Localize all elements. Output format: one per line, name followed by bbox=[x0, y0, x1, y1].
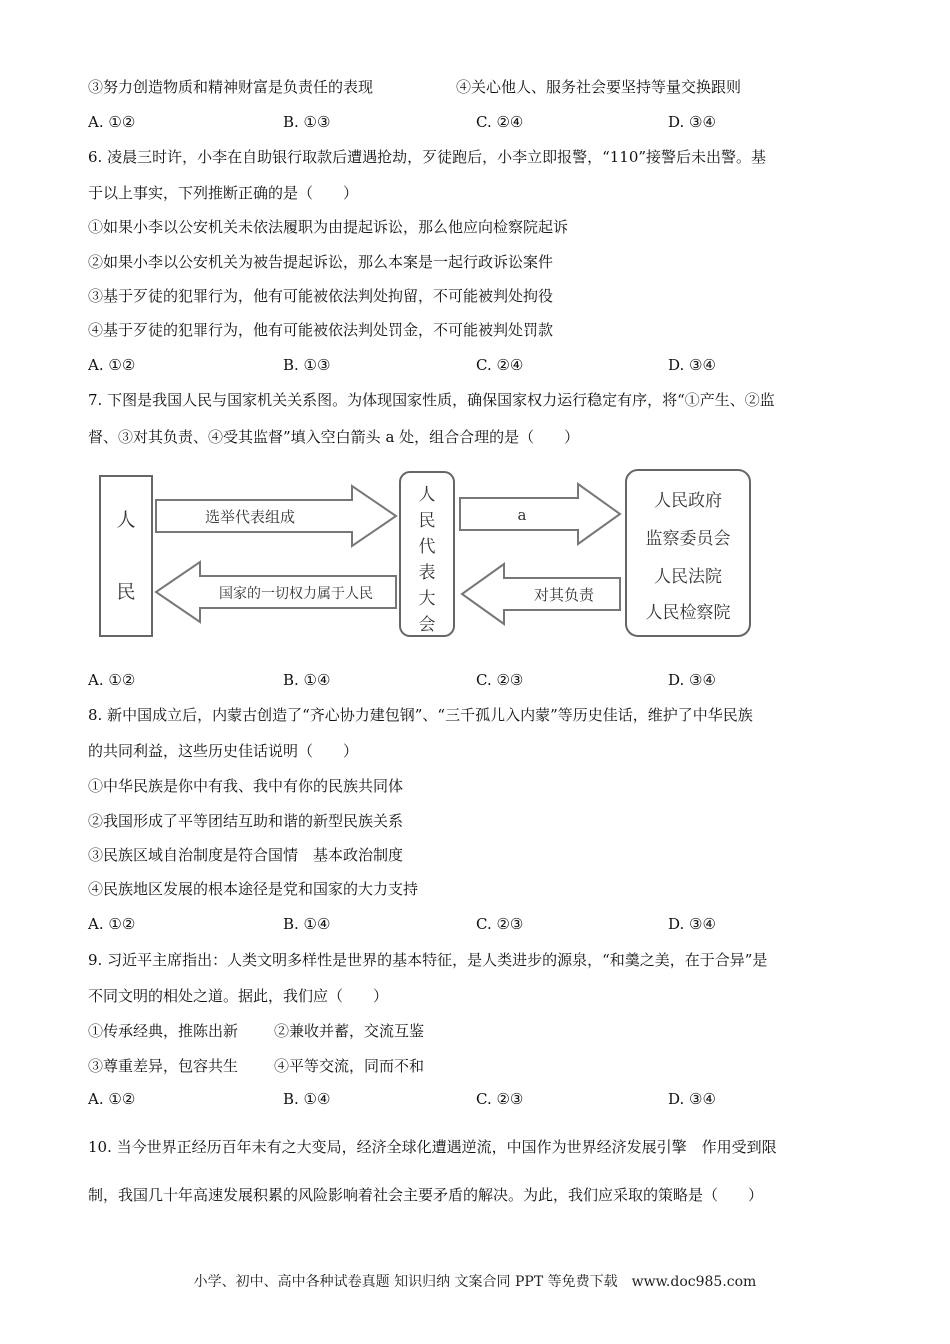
q9-items-row1 bbox=[88, 1020, 588, 1040]
option-c: C. ②④ bbox=[476, 113, 524, 131]
arrow-a-label: a bbox=[517, 506, 527, 524]
q8-stem-line2: 的共同利益，这些历史佳话说明（ ） bbox=[88, 742, 359, 760]
people-char-2: 民 bbox=[116, 581, 136, 603]
arrow-a-blank bbox=[460, 484, 620, 544]
option-b: B. ①④ bbox=[283, 671, 331, 689]
congress-char-1: 人 bbox=[418, 485, 436, 505]
q6-stem-line2: 于以上事实，下列推断正确的是（ ） bbox=[88, 184, 359, 202]
q9-item-3: ③尊重差异，包容共生 bbox=[88, 1057, 239, 1075]
q7-stem-line1: 7. 下图是我国人民与国家机关关系图。为体现国家性质，确保国家权力运行稳定有序，将“①产生、②监 bbox=[88, 391, 775, 409]
organ-supervision: 监察委员会 bbox=[645, 529, 731, 549]
q9-item-1: ①传承经典，推陈出新 bbox=[88, 1022, 239, 1040]
option-c: C. ②③ bbox=[476, 1090, 524, 1108]
q10-stem-line2: 制，我国几十年高速发展积累的风险影响着社会主要矛盾的解决。为此，我们应采取的策略是（ ） bbox=[88, 1186, 764, 1204]
q8-item-1: ①中华民族是你中有我、我中有你的民族共同体 bbox=[88, 777, 404, 795]
q10-stem-line1: 10. 当今世界正经历百年未有之大变局，经济全球化遭遇逆流，中国作为世界经济发展引擎 作用受到限 bbox=[88, 1138, 777, 1156]
q8-options bbox=[88, 915, 878, 935]
option-c: C. ②③ bbox=[476, 671, 524, 689]
q9-item-4: ④平等交流，同而不和 bbox=[274, 1057, 425, 1075]
congress-char-4: 表 bbox=[418, 563, 436, 583]
q6-item-4: ④基于歹徒的犯罪行为，他有可能被依法判处罚金，不可能被判处罚款 bbox=[88, 321, 554, 339]
q9-stem-line2: 不同文明的相处之道。据此，我们应（ ） bbox=[88, 987, 389, 1005]
q6-item-1: ①如果小李以公安机关未依法履职为由提起诉讼，那么他应向检察院起诉 bbox=[88, 218, 569, 236]
q8-item-3: ③民族区域自治制度是符合国情 基本政治制度 bbox=[88, 846, 404, 864]
congress-char-3: 代 bbox=[418, 537, 436, 557]
option-d: D. ③④ bbox=[668, 1090, 716, 1108]
arrow-power-label: 国家的一切权力属于人民 bbox=[219, 586, 373, 602]
option-d: D. ③④ bbox=[668, 915, 716, 933]
people-char-1: 人 bbox=[116, 509, 136, 531]
option-b: B. ①④ bbox=[283, 915, 331, 933]
option-c: C. ②③ bbox=[476, 915, 524, 933]
congress-char-6: 会 bbox=[418, 615, 436, 635]
q7-stem-line2: 督、③对其负责、④受其监督”填入空白箭头 a 处，组合合理的是（ ） bbox=[88, 428, 580, 446]
q6-options bbox=[88, 356, 878, 376]
option-a: A. ①② bbox=[88, 671, 136, 689]
q5-item-4: ④关心他人、服务社会要坚持等量交换跟则 bbox=[456, 78, 742, 96]
option-a: A. ①② bbox=[88, 1090, 136, 1108]
page-footer: 小学、初中、高中各种试卷真题 知识归纳 文案合同 PPT 等免费下载 www.doc985.com bbox=[193, 1274, 757, 1290]
arrow-responsible-label: 对其负责 bbox=[533, 586, 595, 604]
q8-item-2: ②我国形成了平等团结互助和谐的新型民族关系 bbox=[88, 812, 404, 830]
option-a: A. ①② bbox=[88, 356, 136, 374]
option-c: C. ②④ bbox=[476, 356, 524, 374]
q9-item-2: ②兼收并蓄，交流互鉴 bbox=[274, 1022, 425, 1040]
arrow-elect-label: 选举代表组成 bbox=[204, 508, 296, 526]
organ-court: 人民法院 bbox=[654, 567, 722, 587]
option-d: D. ③④ bbox=[668, 356, 716, 374]
q8-item-4: ④民族地区发展的根本途径是党和国家的大力支持 bbox=[88, 880, 419, 898]
q9-stem-line1: 9. 习近平主席指出：人类文明多样性是世界的基本特征，是人类进步的源泉，“和羹之美，在于合异”是 bbox=[88, 951, 768, 969]
organ-government: 人民政府 bbox=[654, 491, 722, 511]
q7-options bbox=[88, 671, 878, 691]
q9-options bbox=[88, 1090, 878, 1110]
q5-options bbox=[88, 113, 878, 133]
congress-char-2: 民 bbox=[418, 511, 436, 531]
q6-item-2: ②如果小李以公安机关为被告提起诉讼，那么本案是一起行政诉讼案件 bbox=[88, 253, 554, 271]
option-a: A. ①② bbox=[88, 113, 136, 131]
option-b: B. ①③ bbox=[283, 113, 331, 131]
option-b: B. ①③ bbox=[283, 356, 331, 374]
q9-items-row2 bbox=[88, 1055, 588, 1075]
option-d: D. ③④ bbox=[668, 113, 716, 131]
q5-items-row bbox=[88, 76, 742, 96]
q8-stem-line1: 8. 新中国成立后，内蒙古创造了“齐心协力建包钢”、“三千孤儿入内蒙”等历史佳话，维护了中华民族 bbox=[88, 706, 753, 724]
q6-stem-line1: 6. 凌晨三时许，小李在自助银行取款后遭遇抢劫，歹徒跑后，小李立即报警，“110”接警后未出警。基 bbox=[88, 148, 767, 166]
option-a: A. ①② bbox=[88, 915, 136, 933]
q6-item-3: ③基于歹徒的犯罪行为，他有可能被依法判处拘留，不可能被判处拘役 bbox=[88, 287, 554, 305]
option-d: D. ③④ bbox=[668, 671, 716, 689]
organ-procuratorate: 人民检察院 bbox=[645, 603, 731, 623]
relationship-diagram bbox=[90, 458, 760, 650]
q5-item-3: ③努力创造物质和精神财富是负责任的表现 bbox=[88, 78, 374, 96]
option-b: B. ①④ bbox=[283, 1090, 331, 1108]
congress-char-5: 大 bbox=[418, 589, 436, 609]
people-box bbox=[100, 476, 152, 636]
